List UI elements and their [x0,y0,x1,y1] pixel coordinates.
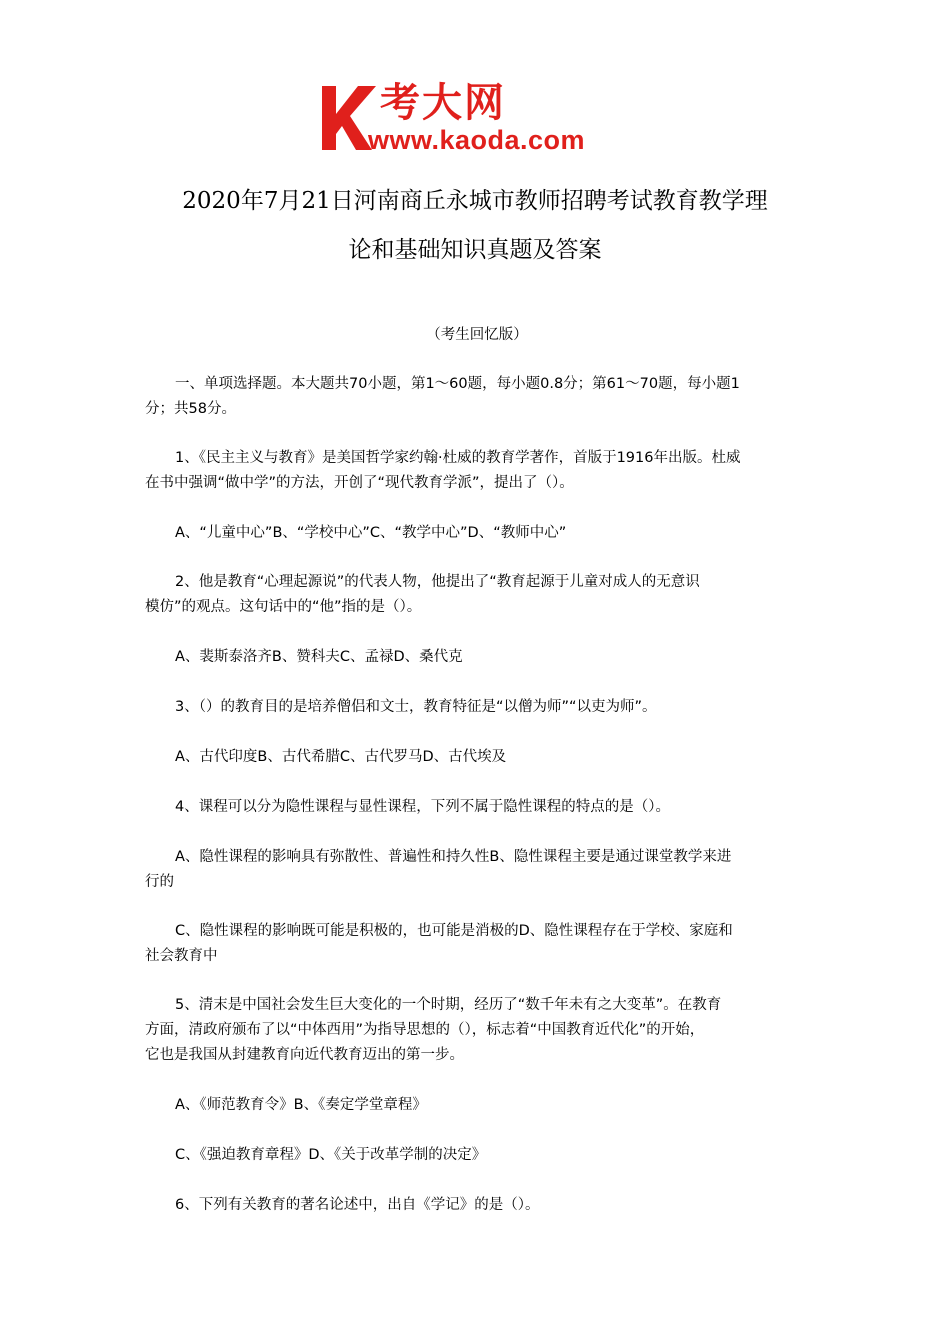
question-6-stem: 6、下列有关教育的著名论述中，出自《学记》的是（）。 [175,1197,540,1213]
question-5-stem-line-3: 它也是我国从封建教育向近代教育迈出的第一步。 [145,1047,464,1063]
logo-url-text: www.kaoda.com [368,125,586,155]
question-4-option-ab-line-2: 行的 [145,874,174,890]
question-1-options: A、“儿童中心”B、“学校中心”C、“教学中心”D、“教师中心” [175,525,567,541]
document-title-line-1: 2020年7月21日河南商丘永城市教师招聘考试教育教学理 [182,188,768,214]
question-5-stem-line-2: 方面，清政府颁布了以“中体西用”为指导思想的（），标志着“中国教育近代化”的开始， [145,1022,705,1038]
question-4-option-cd-line-1: C、隐性课程的影响既可能是积极的，也可能是消极的D、隐性课程存在于学校、家庭和 [175,923,733,939]
subtitle: （考生回忆版） [426,327,528,343]
question-3-stem: 3、（）的教育目的是培养僧侣和文士，教育特征是“以僧为师”“以吏为师”。 [175,699,657,715]
question-1-stem-line-1: 1、《民主主义与教育》是美国哲学家约翰·杜威的教育学著作，首版于1916年出版。杜威 [175,450,741,466]
question-3-options: A、古代印度B、古代希腊C、古代罗马D、古代埃及 [175,749,507,765]
question-2-stem-line-2: 模仿”的观点。这句话中的“他”指的是（）。 [145,599,422,615]
question-4-option-cd-line-2: 社会教育中 [145,948,218,964]
logo-brand-text: 考大网 [380,80,506,126]
question-5-options-cd: C、《强迫教育章程》D、《关于改革学制的决定》 [175,1147,487,1163]
question-4-option-ab-line-1: A、隐性课程的影响具有弥散性、普遍性和持久性B、隐性课程主要是通过课堂教学来进 [175,849,732,865]
kaoda-logo [318,80,648,160]
document-title-line-2: 论和基础知识真题及答案 [348,237,602,263]
question-5-stem-line-1: 5、清末是中国社会发生巨大变化的一个时期，经历了“数千年未有之大变革”。在教育 [175,997,722,1013]
question-5-options-ab: A、《师范教育令》B、《奏定学堂章程》 [175,1097,427,1113]
section-intro-line-1: 一、单项选择题。本大题共70小题，第1～60题，每小题0.8分；第61～70题，每小题1 [175,376,740,392]
question-4-stem: 4、课程可以分为隐性课程与显性课程，下列不属于隐性课程的特点的是（）。 [175,799,670,815]
question-2-options: A、裴斯泰洛齐B、赞科夫C、孟禄D、桑代克 [175,649,463,665]
section-intro-line-2: 分；共58分。 [145,401,236,417]
question-2-stem-line-1: 2、他是教育“心理起源说”的代表人物，他提出了“教育起源于儿童对成人的无意识 [175,574,700,590]
question-1-stem-line-2: 在书中强调“做中学”的方法，开创了“现代教育学派”，提出了（）。 [145,475,574,491]
